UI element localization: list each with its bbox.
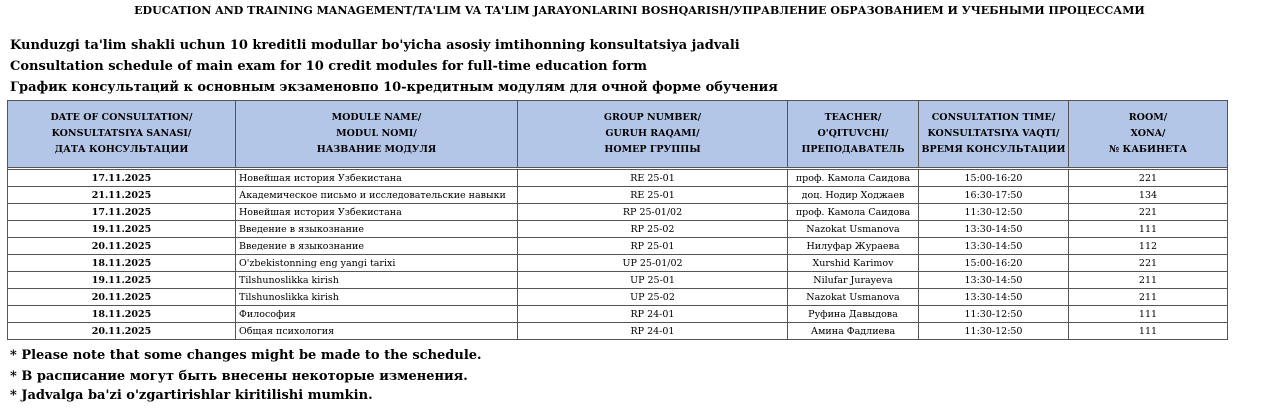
group-cell: RP 25-01/02 <box>518 204 788 221</box>
module-cell: Tilshunoslikka kirish <box>236 272 518 289</box>
column-header-line: KONSULTATSIYA VAQTI/ <box>927 128 1060 139</box>
group-cell: RP 25-02 <box>518 221 788 238</box>
column-header <box>788 101 919 168</box>
date-cell: 18.11.2025 <box>8 255 236 272</box>
column-header <box>518 101 788 168</box>
date-cell: 21.11.2025 <box>8 187 236 204</box>
table-row <box>8 323 1228 340</box>
time-cell: 13:30-14:50 <box>919 289 1069 306</box>
table-row <box>8 221 1228 238</box>
column-header-line: CONSULTATION TIME/ <box>931 112 1056 123</box>
teacher-cell: Nazokat Usmanova <box>788 289 919 306</box>
module-cell: Введение в языкознание <box>236 221 518 238</box>
group-cell: RE 25-01 <box>518 170 788 187</box>
table-row <box>8 289 1228 306</box>
column-header-line: ROOM/ <box>1128 112 1168 123</box>
teacher-cell: проф. Камола Саидова <box>788 204 919 221</box>
time-cell: 15:00-16:20 <box>919 170 1069 187</box>
room-cell: 221 <box>1069 170 1228 187</box>
table-row <box>8 187 1228 204</box>
table-row <box>8 272 1228 289</box>
column-header-line: НАЗВАНИЕ МОДУЛЯ <box>316 144 437 155</box>
room-cell: 211 <box>1069 272 1228 289</box>
module-cell: Новейшая история Узбекистана <box>236 170 518 187</box>
note-ru: * В расписание могут быть внесены некоторые изменения. <box>10 369 468 384</box>
date-cell: 20.11.2025 <box>8 323 236 340</box>
time-cell: 11:30-12:50 <box>919 306 1069 323</box>
column-header <box>919 101 1069 168</box>
column-header-line: KONSULTATSIYA SANASI/ <box>51 128 192 139</box>
teacher-cell: Амина Фадлиева <box>788 323 919 340</box>
time-cell: 13:30-14:50 <box>919 238 1069 255</box>
date-cell: 19.11.2025 <box>8 272 236 289</box>
module-cell: Введение в языкознание <box>236 238 518 255</box>
room-cell: 221 <box>1069 204 1228 221</box>
note-uz: * Jadvalga ba'zi o'zgartirishlar kiritilishi mumkin. <box>10 388 373 403</box>
teacher-cell: доц. Нодир Ходжаев <box>788 187 919 204</box>
teacher-cell: Руфина Давыдова <box>788 306 919 323</box>
module-cell: Академическое письмо и исследовательские навыки <box>236 187 518 204</box>
module-cell: Новейшая история Узбекистана <box>236 204 518 221</box>
teacher-cell: Xurshid Karimov <box>788 255 919 272</box>
module-cell: Общая психология <box>236 323 518 340</box>
group-cell: UP 25-01 <box>518 272 788 289</box>
group-cell: RE 25-01 <box>518 187 788 204</box>
time-cell: 15:00-16:20 <box>919 255 1069 272</box>
column-header-line: ДАТА КОНСУЛЬТАЦИИ <box>54 144 189 155</box>
column-header-line: № КАБИНЕТА <box>1108 144 1188 155</box>
time-cell: 16:30-17:50 <box>919 187 1069 204</box>
date-cell: 20.11.2025 <box>8 238 236 255</box>
group-cell: UP 25-01/02 <box>518 255 788 272</box>
date-cell: 17.11.2025 <box>8 204 236 221</box>
module-cell: O'zbekistonning eng yangi tarixi <box>236 255 518 272</box>
column-header-line: ВРЕМЯ КОНСУЛЬТАЦИИ <box>921 144 1066 155</box>
group-cell: RP 24-01 <box>518 323 788 340</box>
room-cell: 112 <box>1069 238 1228 255</box>
table-row <box>8 204 1228 221</box>
table-row <box>8 306 1228 323</box>
room-cell: 211 <box>1069 289 1228 306</box>
column-header-line: MODUL NOMI/ <box>336 128 417 139</box>
teacher-cell: проф. Камола Саидова <box>788 170 919 187</box>
column-header-line: GURUH RAQAMI/ <box>605 128 700 139</box>
heading-ru: График консультаций к основным экзаменовпо 10-кредитным модулям для очной форме обучения <box>10 80 778 95</box>
group-cell: RP 25-01 <box>518 238 788 255</box>
date-cell: 17.11.2025 <box>8 170 236 187</box>
schedule-table <box>7 100 1228 340</box>
table-row <box>8 238 1228 255</box>
column-header-line: DATE OF CONSULTATION/ <box>50 112 193 123</box>
date-cell: 19.11.2025 <box>8 221 236 238</box>
column-header <box>1069 101 1228 168</box>
heading-en: Consultation schedule of main exam for 10 credit modules for full-time education form <box>10 59 647 74</box>
column-header-line: GROUP NUMBER/ <box>603 112 702 123</box>
teacher-cell: Nazokat Usmanova <box>788 221 919 238</box>
heading-uz: Kunduzgi ta'lim shakli uchun 10 kreditli modullar bo'yicha asosiy imtihonning konsultatsiya jadvali <box>10 38 740 53</box>
group-cell: UP 25-02 <box>518 289 788 306</box>
module-cell: Философия <box>236 306 518 323</box>
date-cell: 20.11.2025 <box>8 289 236 306</box>
room-cell: 134 <box>1069 187 1228 204</box>
column-header-line: O'QITUVCHI/ <box>817 128 889 139</box>
column-header-line: XONA/ <box>1130 128 1166 139</box>
table-row <box>8 170 1228 187</box>
column-header-line: TEACHER/ <box>824 112 882 123</box>
column-header-line: ПРЕПОДАВАТЕЛЬ <box>801 144 905 155</box>
column-header-line: MODULE NAME/ <box>331 112 422 123</box>
room-cell: 111 <box>1069 306 1228 323</box>
room-cell: 111 <box>1069 221 1228 238</box>
room-cell: 221 <box>1069 255 1228 272</box>
time-cell: 13:30-14:50 <box>919 221 1069 238</box>
page-title: EDUCATION AND TRAINING MANAGEMENT/TA'LIM VA TA'LIM JARAYONLARINI BOSHQARISH/УПРАВЛЕНИЕ ОБРАЗОВАНИЕМ И УЧЕБНЫМИ ПРОЦЕССАМИ <box>134 4 1145 17</box>
teacher-cell: Nilufar Jurayeva <box>788 272 919 289</box>
teacher-cell: Нилуфар Жураева <box>788 238 919 255</box>
table-row <box>8 255 1228 272</box>
column-header-line: НОМЕР ГРУППЫ <box>604 144 701 155</box>
time-cell: 11:30-12:50 <box>919 323 1069 340</box>
column-header <box>236 101 518 168</box>
column-header <box>8 101 236 168</box>
date-cell: 18.11.2025 <box>8 306 236 323</box>
group-cell: RP 24-01 <box>518 306 788 323</box>
note-en: * Please note that some changes might be made to the schedule. <box>10 348 482 363</box>
time-cell: 11:30-12:50 <box>919 204 1069 221</box>
time-cell: 13:30-14:50 <box>919 272 1069 289</box>
module-cell: Tilshunoslikka kirish <box>236 289 518 306</box>
room-cell: 111 <box>1069 323 1228 340</box>
